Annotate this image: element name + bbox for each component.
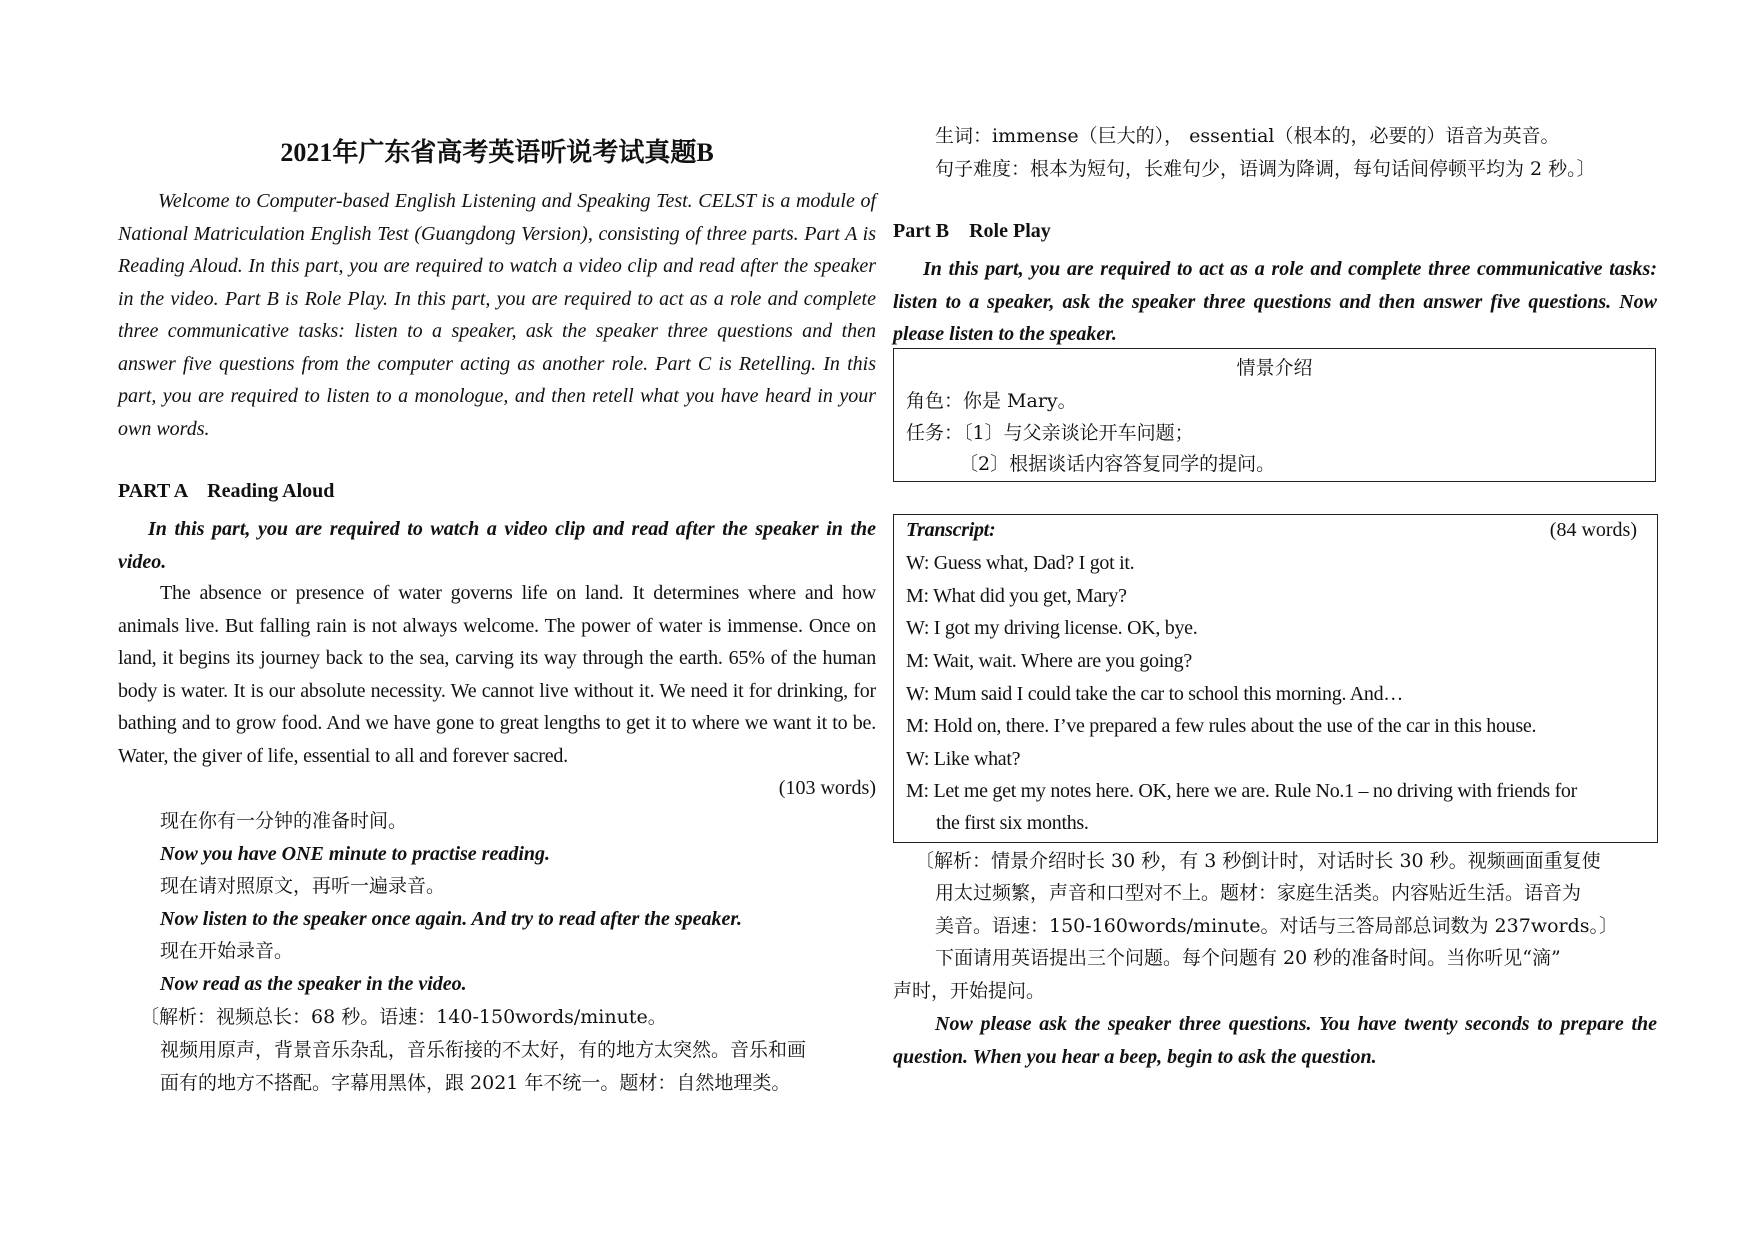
ask-instruction-cn-1: 下面请用英语提出三个问题。每个问题有 20 秒的准备时间。当你听见“滴” [935,947,1561,969]
ask-instruction-cn-2: 声时，开始提问。 [893,980,1046,1002]
analysis-b-line1: 〔解析：情景介绍时长 30 秒，有 3 秒倒计时，对话时长 30 秒。视频画面重复使 [915,850,1601,872]
page-title: 2021年广东省高考英语听说考试真题B [280,138,714,167]
transcript-label: Transcript: [906,519,996,541]
analysis-a-line4: 生词：immense（巨大的）， essential（根本的，必要的）语音为英音。 [935,125,1560,147]
transcript-line: M: Let me get my notes here. OK, here we are. Rule No.1 – no driving with friends for [906,780,1577,802]
analysis-b-line2: 用太过频繁，声音和口型对不上。题材：家庭生活类。内容贴近生活。语音为 [935,882,1582,904]
transcript-line: M: Hold on, there. I’ve prepared a few rules about the use of the car in this house. [906,715,1537,737]
transcript-line: W: Like what? [906,748,1021,770]
scene-box [893,348,1656,482]
listen-instruction-cn: 现在请对照原文，再听一遍录音。 [160,875,446,897]
analysis-a-line2: 视频用原声，背景音乐杂乱，音乐衔接的不太好，有的地方太突然。音乐和画 [160,1039,807,1061]
scene-role: 角色：你是 Mary。 [906,390,1077,412]
ask-instruction-en: Now please ask the speaker three questions. You have twenty seconds to prepare the question. When you hear a beep, begin to ask the question. [893,1013,1657,1068]
transcript-line: M: Wait, wait. Where are you going? [906,650,1192,672]
listen-instruction-en: Now listen to the speaker once again. And try to read after the speaker. [160,908,743,930]
transcript-line: W: I got my driving license. OK, bye. [906,617,1198,639]
word-count-a: (103 words) [778,777,876,799]
analysis-a-line5: 句子难度：根本为短句，长难句少，语调为降调，每句话间停顿平均为 2 秒。〕 [935,158,1596,180]
transcript-line: the first six months. [936,812,1089,834]
record-instruction-en: Now read as the speaker in the video. [160,973,467,995]
scene-title: 情景介绍 [1236,357,1313,379]
analysis-a-line3: 面有的地方不搭配。字幕用黑体，跟 2021 年不统一。题材：自然地理类。 [160,1072,791,1094]
transcript-line: M: What did you get, Mary? [906,585,1127,607]
prep-instruction-en: Now you have ONE minute to practise reading. [160,843,551,865]
analysis-a-line1: 〔解析：视频总长：68 秒。语速：140-150words/minute。 [140,1006,667,1028]
scene-task-1: 任务：〔1〕与父亲谈论开车问题； [906,422,1194,444]
prep-instruction-cn: 现在你有一分钟的准备时间。 [160,810,408,832]
transcript-line: W: Guess what, Dad? I got it. [906,552,1135,574]
part-a-heading: PART A Reading Aloud [118,480,335,502]
intro-paragraph: Welcome to Computer-based English Listening and Speaking Test. CELST is a module of National Matriculation English Test (Guangdong Version), consisting of three parts. Part A is Reading Aloud. In this part, you are required to watch a video clip and read after the speaker in the video. Part B is Role Play. In this part, you are required to act as a role and complete three communicative tasks: listen to a speaker, ask the speaker three questions and then answer five questions from the computer acting as another role. Part C is Retelling. In this part, you are required to listen to a monologue, and then retell what you have heard in your own words. [118,190,876,440]
reading-passage: The absence or presence of water governs life on land. It determines where and how animals live. But falling rain is not always welcome. The power of water is immense. Once on land, it begins its journey back to the sea, carving its way through the earth. 65% of the human body is water. It is our absolute necessity. We cannot live without it. We need it for drinking, for bathing and to grow food. And we have gone to great lengths to get it to where we want it to be. Water, the giver of life, essential to all and forever sacred. [118,582,876,767]
record-instruction-cn: 现在开始录音。 [160,940,294,962]
transcript-word-count: (84 words) [1549,519,1637,541]
scene-task-2: 〔2〕根据谈话内容答复同学的提问。 [959,453,1276,475]
part-a-instruction: In this part, you are required to watch a video clip and read after the speaker in the video. [118,518,876,573]
analysis-b-line3: 美音。语速：150-160words/minute。对话与三答局部总词数为 237words。〕 [935,915,1618,937]
transcript-line: W: Mum said I could take the car to school this morning. And… [906,683,1403,705]
part-b-heading: Part B Role Play [893,220,1051,242]
part-b-instruction: In this part, you are required to act as a role and complete three communicative tasks: listen to a speaker, ask the speaker three questions and then answer five questions. Now please listen to the speaker. [893,258,1657,345]
transcript-box [893,514,1658,843]
